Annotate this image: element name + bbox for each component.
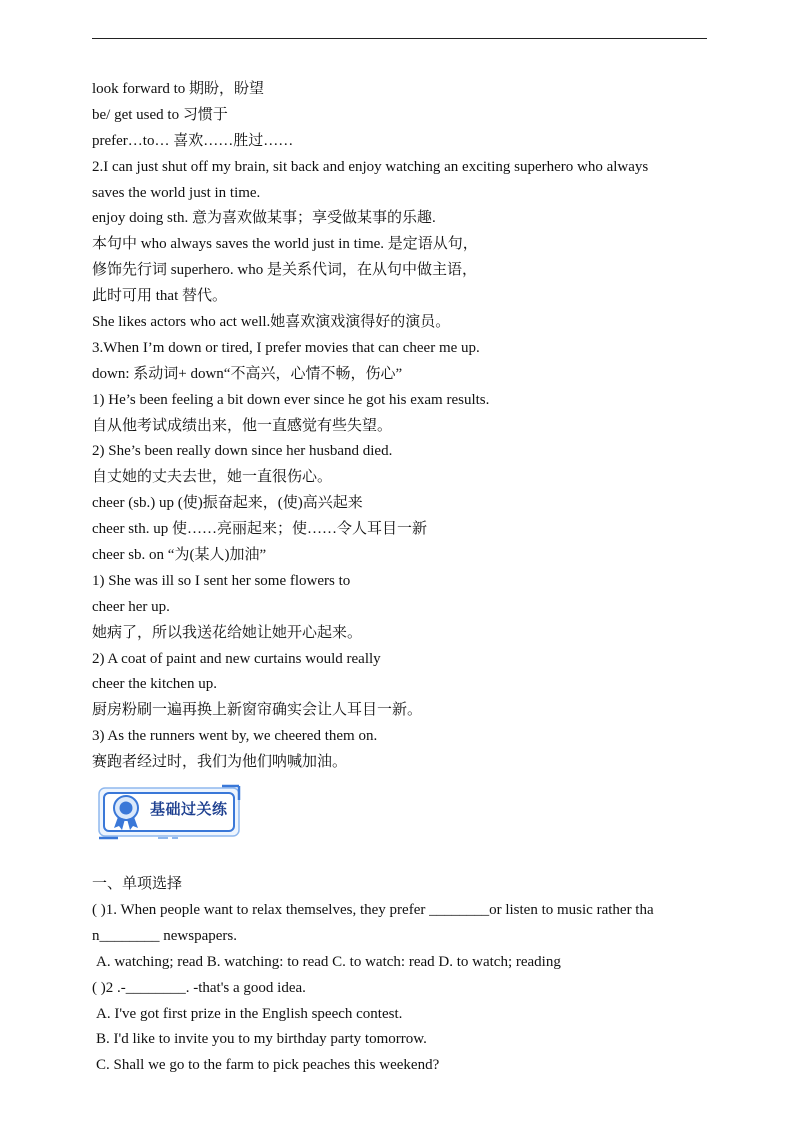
option-line: A. watching; read B. watching: to read C. to watch: read D. to watch; reading (96, 953, 561, 970)
text-line: 2) A coat of paint and new curtains would really (92, 650, 381, 667)
text-line: 3) As the runners went by, we cheered them on. (92, 728, 378, 745)
option-line: B. I'd like to invite you to my birthday party tomorrow. (96, 1031, 427, 1048)
option-line: C. Shall we go to the farm to pick peaches this weekend? (96, 1057, 440, 1074)
question-line: n________ newspapers. (92, 927, 237, 944)
text-line: down: 系动词+ down“不高兴，心情不畅，伤心” (92, 365, 403, 382)
badge-label: 基础过关练 (150, 800, 228, 819)
text-line: 1) She was ill so I sent her some flowers to (92, 572, 351, 589)
text-line: 厨房粉刷一遍再换上新窗帘确实会让人耳目一新。 (92, 702, 423, 719)
text-line: She likes actors who act well.她喜欢演戏演得好的演员。 (92, 314, 451, 331)
text-line: saves the world just in time. (92, 184, 261, 201)
section-heading: 一、单项选择 (92, 876, 183, 893)
text-line: enjoy doing sth. 意为喜欢做某事；享受做某事的乐趣. (92, 210, 436, 227)
text-line: cheer sb. on “为(某人)加油” (92, 547, 267, 564)
document-body (92, 77, 712, 1079)
header-rule (92, 38, 707, 39)
text-line: 3.When I’m down or tired, I prefer movies that can cheer me up. (92, 339, 480, 356)
text-line: cheer her up. (92, 598, 170, 615)
text-line: 修饰先行词 superhero. who 是关系代词，在从句中做主语， (92, 262, 477, 279)
text-line: be/ get used to 习惯于 (92, 106, 228, 123)
text-line: prefer…to… 喜欢……胜过…… (92, 132, 294, 149)
text-line: 本句中 who always saves the world just in time. 是定语从句， (92, 236, 478, 253)
text-line: 她病了，所以我送花给她让她开心起来。 (92, 624, 363, 641)
text-line: 赛跑者经过时，我们为他们呐喊加油。 (92, 754, 348, 771)
text-line: 自丈她的丈夫去世，她一直很伤心。 (92, 469, 333, 486)
section-badge (98, 784, 243, 840)
text-line: cheer the kitchen up. (92, 676, 217, 693)
question-line: ( )1. When people want to relax themselves, they prefer ________or listen to music rather tha (92, 901, 654, 918)
text-line: 此时可用 that 替代。 (92, 288, 227, 305)
text-line: cheer sth. up 使……亮丽起来；使……令人耳目一新 (92, 521, 427, 538)
text-line: 2) She’s been really down since her husband died. (92, 443, 393, 460)
text-line: cheer (sb.) up (使)振奋起来，(使)高兴起来 (92, 495, 363, 512)
text-line: look forward to 期盼，盼望 (92, 81, 265, 97)
question-line: ( )2 .-________. -that's a good idea. (92, 979, 306, 996)
text-line: 自从他考试成绩出来，他一直感觉有些失望。 (92, 417, 393, 434)
text-line: 1) He’s been feeling a bit down ever since he got his exam results. (92, 391, 490, 408)
text-line: 2.I can just shut off my brain, sit back and enjoy watching an exciting superhero who always (92, 158, 649, 175)
option-line: A. I've got first prize in the English speech contest. (96, 1005, 403, 1022)
